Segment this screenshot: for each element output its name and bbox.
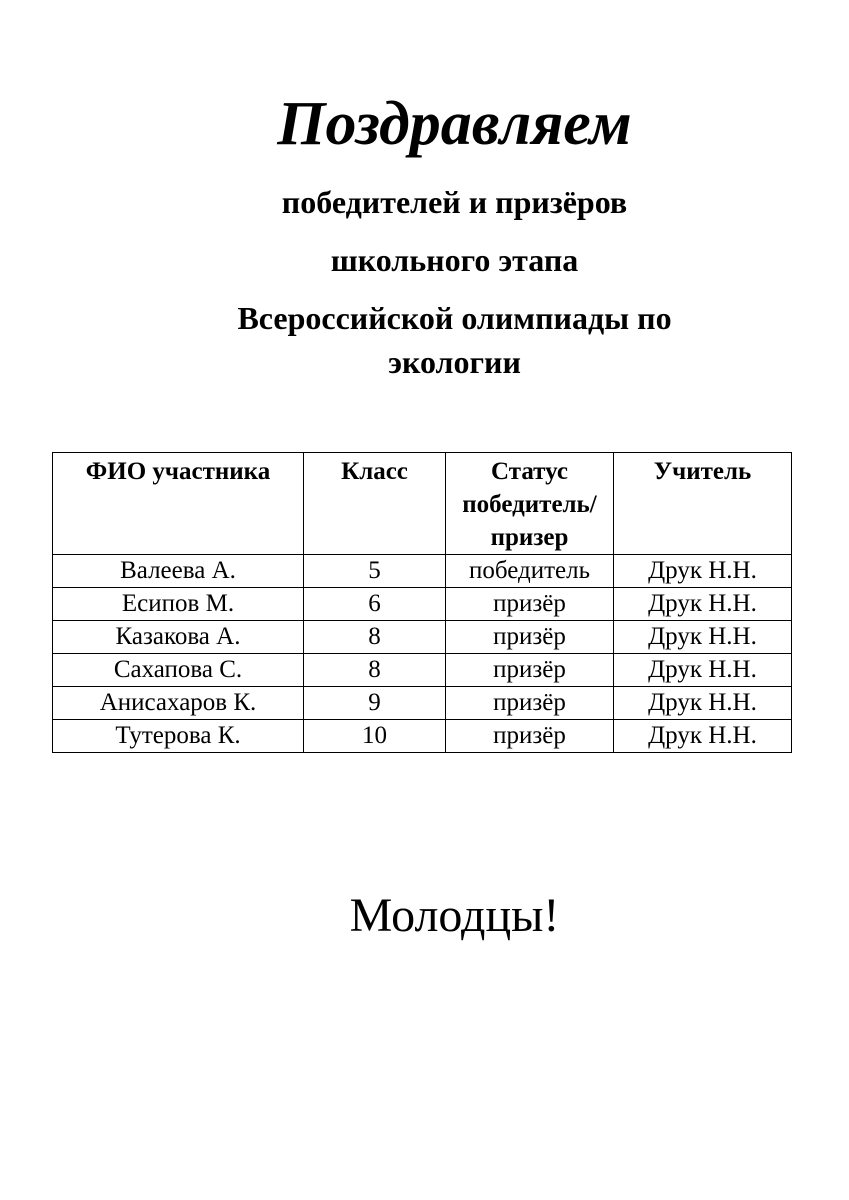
table-header-row <box>53 453 792 555</box>
header-name: ФИО участника <box>53 453 304 555</box>
cell-grade: 5 <box>304 555 446 588</box>
table-row <box>53 621 792 654</box>
cell-name: Казакова А. <box>53 621 304 654</box>
cell-status: победитель <box>446 555 614 588</box>
cell-status: призёр <box>446 621 614 654</box>
subtitle-line-3: Всероссийской олимпиады по <box>237 300 672 336</box>
subtitle-line-1: победителей и призёров <box>281 184 628 220</box>
cell-status: призёр <box>446 687 614 720</box>
cell-name: Сахапова С. <box>53 654 304 687</box>
cell-teacher: Друк Н.Н. <box>614 621 792 654</box>
cell-grade: 8 <box>304 621 446 654</box>
cell-grade: 8 <box>304 654 446 687</box>
cell-status: призёр <box>446 654 614 687</box>
cell-status: призёр <box>446 588 614 621</box>
cell-name: Анисахаров К. <box>53 687 304 720</box>
cell-teacher: Друк Н.Н. <box>614 720 792 753</box>
header-grade: Класс <box>304 453 446 555</box>
header-status: Статус победитель/ призер <box>446 453 614 555</box>
table-row <box>53 720 792 753</box>
header-teacher: Учитель <box>614 453 792 555</box>
closing-message: Молодцы! <box>349 889 560 942</box>
cell-status: призёр <box>446 720 614 753</box>
cell-grade: 9 <box>304 687 446 720</box>
subtitle-line-4: экологии <box>388 344 521 380</box>
cell-grade: 6 <box>304 588 446 621</box>
table-row <box>53 687 792 720</box>
results-table <box>52 452 792 753</box>
cell-name: Валеева А. <box>53 555 304 588</box>
cell-grade: 10 <box>304 720 446 753</box>
cell-name: Есипов М. <box>53 588 304 621</box>
cell-teacher: Друк Н.Н. <box>614 555 792 588</box>
cell-teacher: Друк Н.Н. <box>614 687 792 720</box>
page-title: Поздравляем <box>277 90 632 158</box>
table-row <box>53 654 792 687</box>
subtitle-line-2: школьного этапа <box>330 242 579 278</box>
cell-teacher: Друк Н.Н. <box>614 654 792 687</box>
table-row <box>53 555 792 588</box>
cell-teacher: Друк Н.Н. <box>614 588 792 621</box>
cell-name: Тутерова К. <box>53 720 304 753</box>
table-row <box>53 588 792 621</box>
